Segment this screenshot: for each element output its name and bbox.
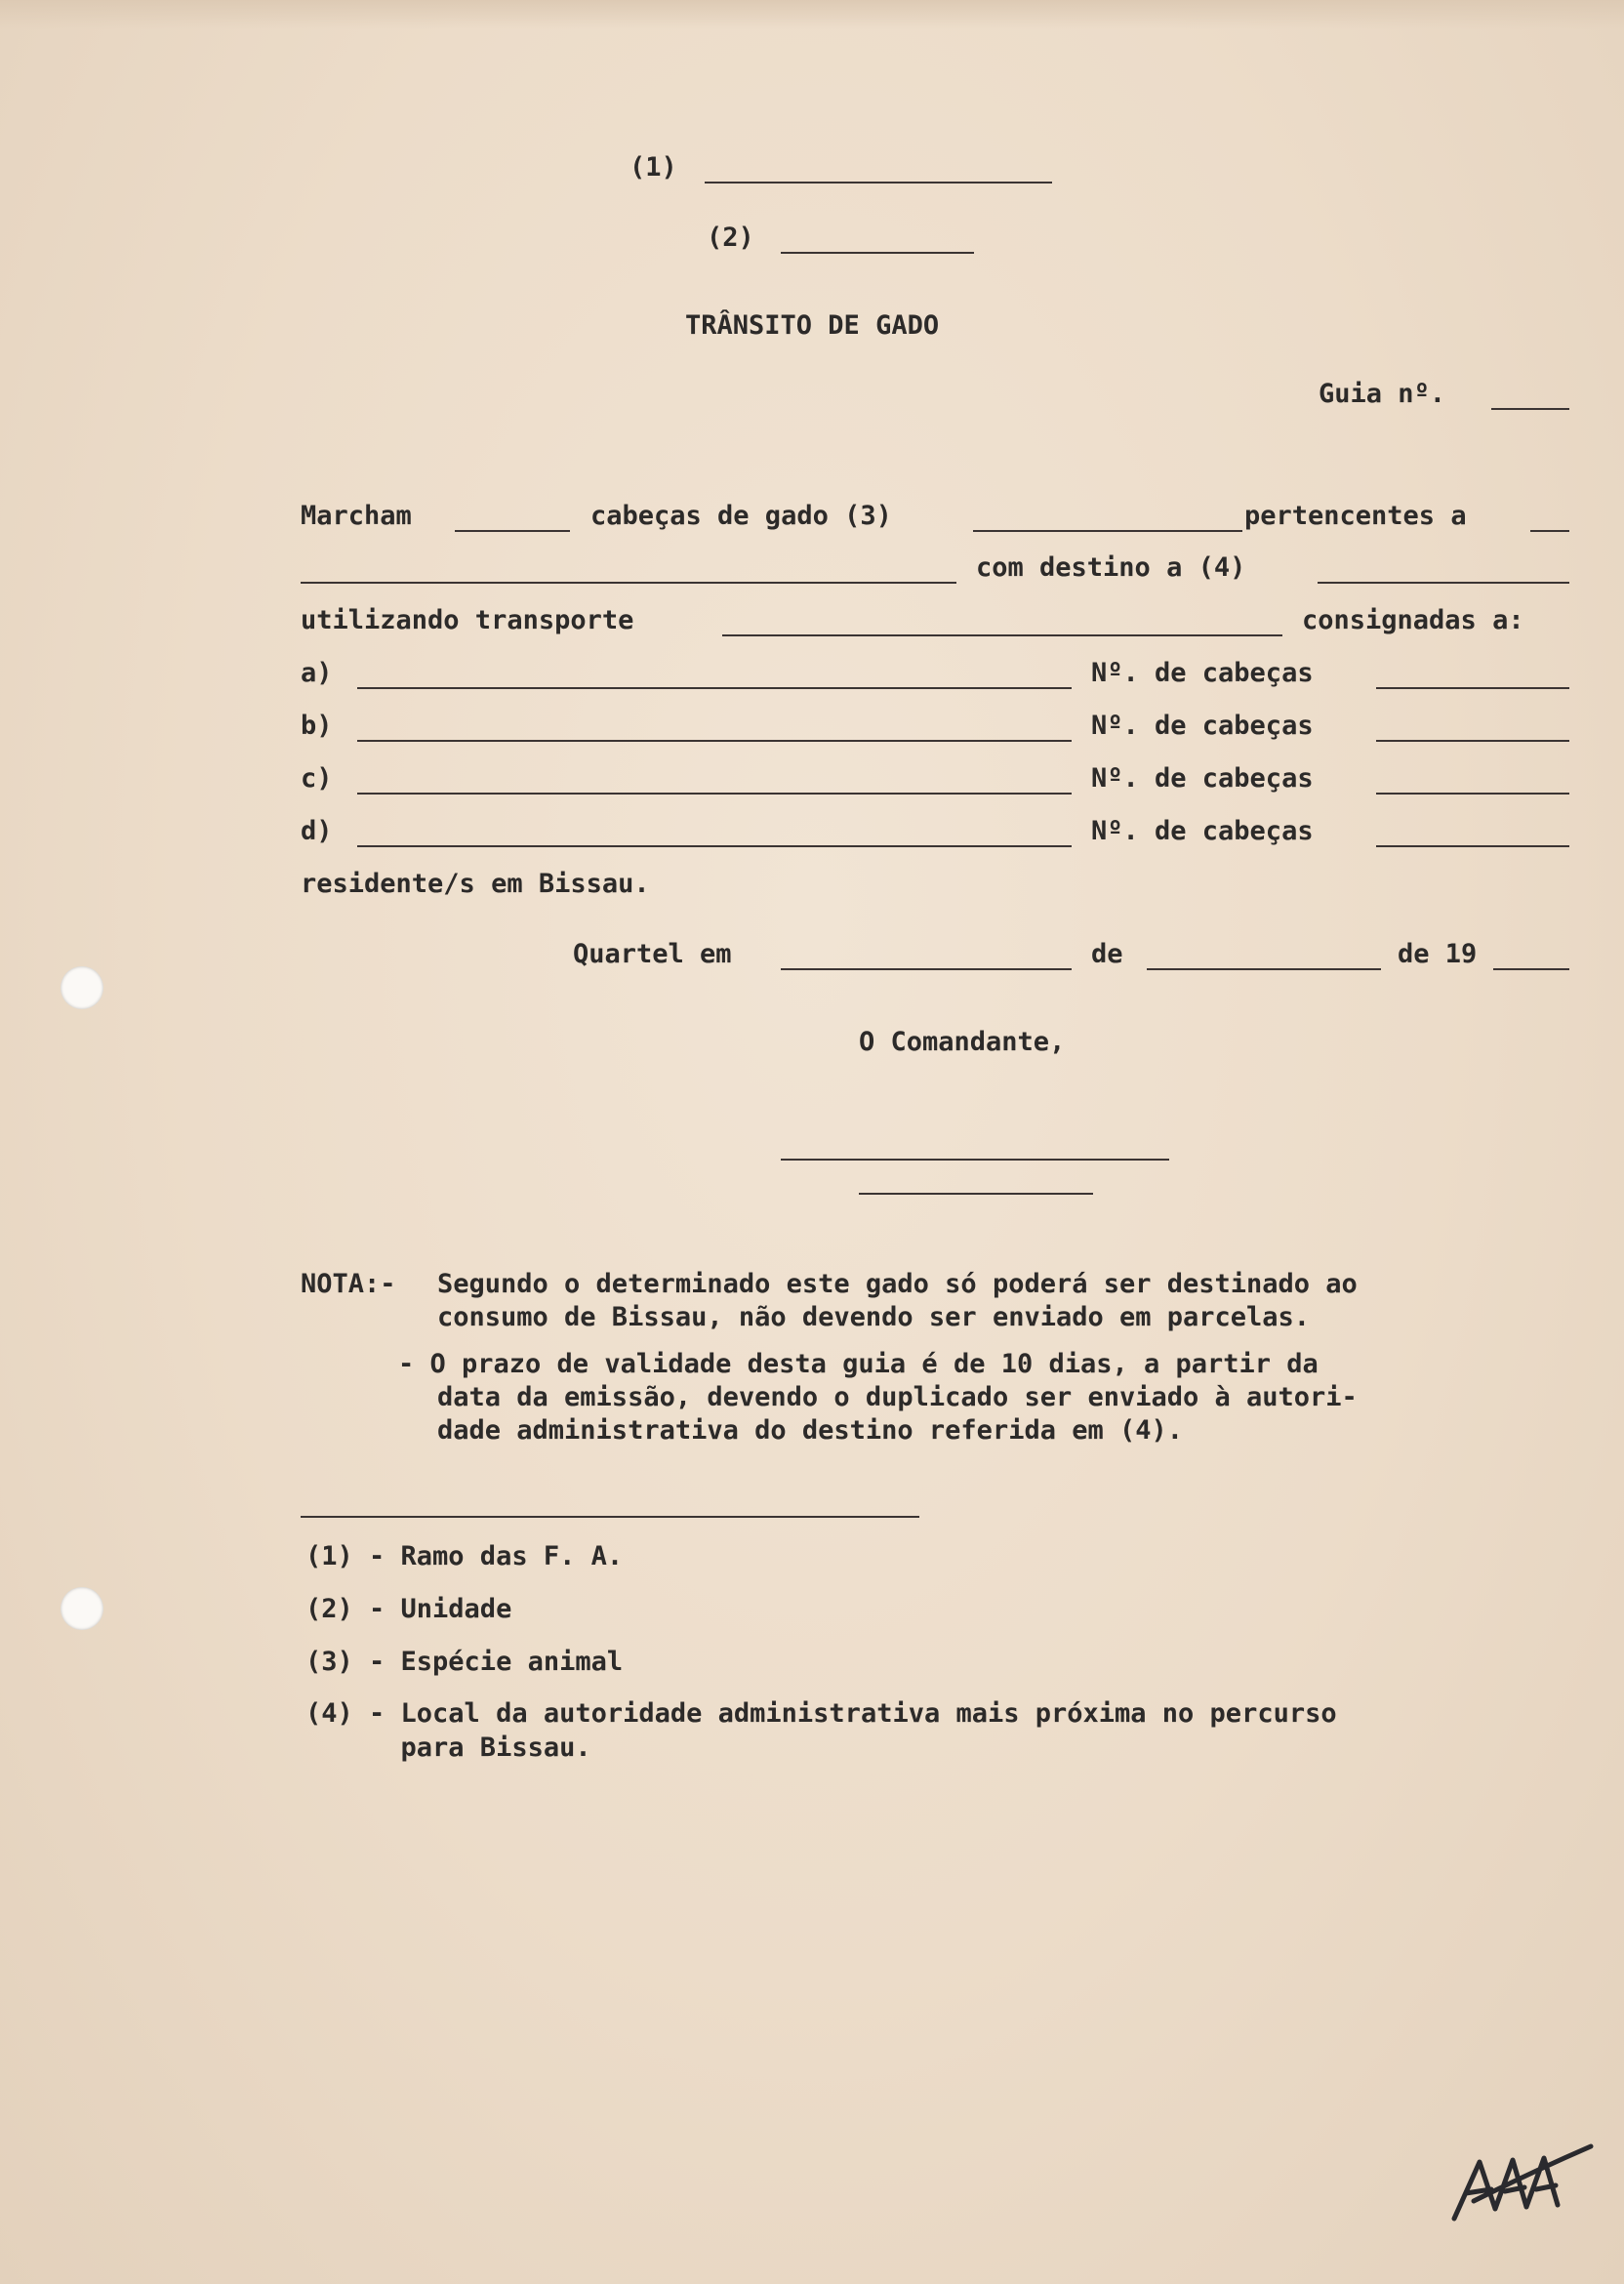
footnote-4: (4) - Local da autoridade administrativa mais próxima no percurso	[305, 1698, 1337, 1729]
consignadas-label: consignadas a:	[1302, 605, 1524, 635]
month-line[interactable]	[1147, 968, 1381, 970]
punch-hole-upper	[61, 966, 103, 1009]
nota-line-4: data da emissão, devendo o duplicado ser enviado à autori-	[437, 1382, 1358, 1412]
field-1-line[interactable]	[705, 182, 1052, 184]
pertencentes-label: pertencentes a	[1244, 501, 1467, 531]
heads-label: Nº. de cabeças	[1091, 816, 1314, 846]
year-line[interactable]	[1493, 968, 1569, 970]
nota-line-2: consumo de Bissau, não devendo ser enviado em parcelas.	[437, 1302, 1311, 1332]
location-line[interactable]	[781, 968, 1072, 970]
footnote-divider	[301, 1516, 919, 1518]
page-title: TRÂNSITO DE GADO	[685, 310, 940, 341]
guia-number-line[interactable]	[1491, 408, 1569, 410]
species-line[interactable]	[973, 530, 1242, 532]
consignee-name-line[interactable]	[357, 740, 1072, 742]
transporte-label: utilizando transporte	[301, 605, 634, 635]
field-2-label: (2)	[707, 223, 754, 253]
footnote-3: (3) - Espécie animal	[305, 1647, 624, 1677]
de-19-label: de 19	[1398, 939, 1478, 969]
nota-line-3: - O prazo de validade desta guia é de 10 dias, a partir da	[398, 1349, 1319, 1379]
owner-line[interactable]	[301, 582, 956, 584]
footnote-2: (2) - Unidade	[305, 1594, 512, 1624]
footnote-1: (1) - Ramo das F. A.	[305, 1541, 624, 1571]
cabecas-label: cabeças de gado (3)	[590, 501, 892, 531]
heads-label: Nº. de cabeças	[1091, 763, 1314, 794]
comandante-label: O Comandante,	[859, 1027, 1066, 1057]
guia-label: Guia nº.	[1319, 379, 1446, 409]
consignee-letter: c)	[301, 763, 333, 794]
nota-line-1: Segundo o determinado este gado só poderá ser destinado ao	[437, 1269, 1358, 1299]
rank-line[interactable]	[859, 1193, 1093, 1195]
signature-line[interactable]	[781, 1159, 1169, 1161]
consignee-name-line[interactable]	[357, 793, 1072, 795]
heads-label: Nº. de cabeças	[1091, 658, 1314, 688]
transport-line[interactable]	[722, 634, 1282, 636]
footnote-4-continued: para Bissau.	[305, 1733, 591, 1763]
heads-count-line[interactable]	[455, 530, 570, 532]
field-1-label: (1)	[629, 152, 677, 183]
punch-hole-lower	[61, 1587, 103, 1630]
heads-label: Nº. de cabeças	[1091, 711, 1314, 741]
paper-fold-shadow	[0, 0, 1624, 29]
destino-label: com destino a (4)	[976, 552, 1246, 583]
owner-line-start[interactable]	[1530, 530, 1569, 532]
marcham-label: Marcham	[301, 501, 412, 531]
heads-value-line[interactable]	[1376, 793, 1569, 795]
handwritten-initials-signature	[1444, 2133, 1601, 2230]
de-label: de	[1091, 939, 1123, 969]
consignee-letter: b)	[301, 711, 333, 741]
quartel-label: Quartel em	[573, 939, 732, 969]
heads-value-line[interactable]	[1376, 740, 1569, 742]
consignee-name-line[interactable]	[357, 687, 1072, 689]
heads-value-line[interactable]	[1376, 845, 1569, 847]
consignee-name-line[interactable]	[357, 845, 1072, 847]
consignee-letter: a)	[301, 658, 333, 688]
field-2-line[interactable]	[781, 252, 974, 254]
nota-line-5: dade administrativa do destino referida em (4).	[437, 1415, 1184, 1446]
destination-line[interactable]	[1318, 582, 1569, 584]
consignee-letter: d)	[301, 816, 333, 846]
nota-label: NOTA:-	[301, 1269, 396, 1299]
residente-label: residente/s em Bissau.	[301, 869, 650, 899]
heads-value-line[interactable]	[1376, 687, 1569, 689]
